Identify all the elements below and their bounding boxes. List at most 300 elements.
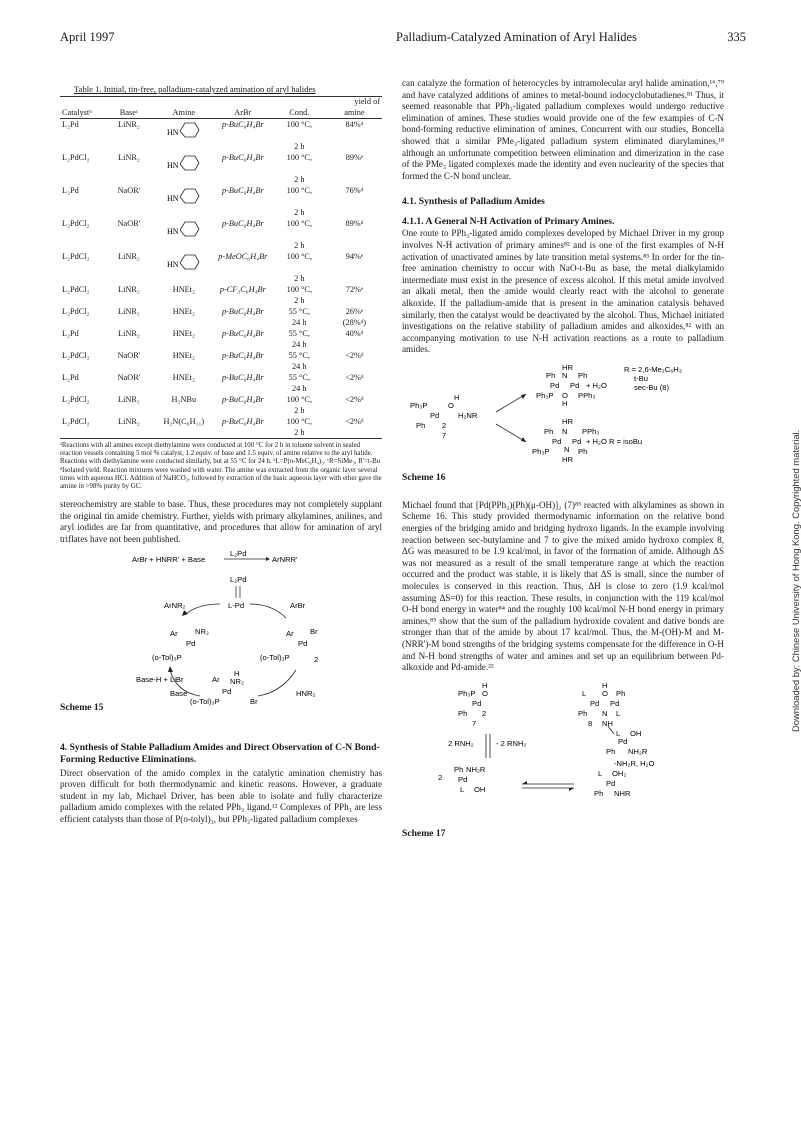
empty-cell	[60, 317, 104, 328]
empty-cell	[104, 317, 154, 328]
table-caption: Table 1. Initial, tin-free, palladium-catalyzed amination of aryl halides	[74, 84, 316, 94]
scheme-16-label: Scheme 16	[402, 471, 446, 483]
s16-num2: 2	[442, 420, 447, 430]
s17-ph-b: Ph	[616, 688, 626, 698]
yield-cell: <2%ᵈ	[345, 351, 364, 360]
amine-cell: H₂NBu	[171, 395, 197, 404]
section-41-heading: 4.1. Synthesis of Palladium Amides	[402, 196, 545, 208]
catalyst-cell: L₂PdCl₂	[62, 307, 90, 316]
condition-cell: 100 °C,	[286, 120, 313, 129]
s15-c2-p: (o-Tol)₃P	[260, 652, 290, 662]
table-row	[60, 416, 382, 427]
section-41-paragraph: One route to PPh₃-ligated amido complexes developed by Michael Driver in my group involves N-H activation of primary amines⁸² and is one of the first examples of N-H activation of unactivated amines by late transition metal systems.⁸³ In order for the tin-free amination chemistry to occur with NaO-t-Bu as base, the metal dialkylamido intermediate must exist in the presence of excess alcohol. If this metal amide involved an alkali metal, then the amide would clearly react with the alcohol to generate alkoxide. If the palladium-amide that is present in the amination catalysis behaved similarly, then the catalyst would be deactivated by the alcohol. Thus, Michael initiated investigations on the relative stability of palladium amides and alkoxides,⁸² with an accompanying motivation to use N-H activation reactions as a route to palladium amides.	[402, 228, 724, 355]
right-paragraph-2: Michael found that [Pd(PPh₃)(Ph)(μ-OH)]₂ (7)⁸³ reacted with alkylamines as shown in Scheme 16. This study provided thermodynamic information on the relative bond energies of the bridging amido and bridging hydroxo ligands. In the example involving reaction between sec-butylamine and 7 to give the mixed amido hydroxo complex 8, ΔG was measured to be 1.9 kcal/mol, in favor of the formation of amide. Although ΔS was not measured as a result of the small temperature range at which the reaction occurred and the product was stable, it is likely that ΔS is small, since the number of molecules is conserved in this reaction. Thus, ΔH is close to zero (1.9 kcal/mol assuming ΔS=0) for this reaction. These results, in conjunction with the 119 kcal/mol O-H bond energy in water⁸⁴ and the roughly 100 kcal/mol N-H bond energy in primary amines,⁸⁵ show that the sum of the palladium hydroxide covalent and dative bonds are stronger than that of the amide by about 17 kcal/mol. Thus, the M-(OH)-M and M-(NRR')-M bond strengths of the bridging systems compensate for the difference in O-H and N-H bond strengths of water and amines and set up an equilibrium between Pd-alkoxide and Pd-amide.²²	[402, 499, 724, 673]
empty-cell	[60, 273, 104, 284]
s15-c2-pd: Pd	[298, 638, 308, 648]
condition-cell: 100 °C,	[286, 395, 313, 404]
s17-l-b: L	[616, 708, 621, 718]
table-row	[60, 394, 382, 405]
s15-c1-pd: Pd	[186, 638, 196, 648]
time-cell: 24 h	[292, 384, 307, 393]
time-cell: 2 h	[294, 142, 305, 151]
catalyst-cell: L₂PdCl₂	[62, 219, 90, 228]
catalyst-cell: L₂PdCl₂	[62, 285, 90, 294]
table-row	[60, 185, 382, 207]
s16-o-7: O	[448, 400, 454, 410]
empty-cell	[214, 383, 272, 394]
left-column	[60, 84, 382, 826]
s16-h2nr: H₂NR	[458, 410, 478, 420]
yield-cell: 72%ᵉ	[345, 285, 364, 294]
s16-hr-c: HR	[562, 454, 573, 464]
amine-cell	[154, 218, 214, 240]
arbr-cell: p-BuC₆H₄Br	[221, 373, 264, 382]
yield-alt-cell	[327, 273, 382, 284]
s16-isobu: + H₂O R = isoBu	[586, 436, 643, 446]
catalyst-cell: L₂Pd	[62, 373, 79, 382]
s17-l-e: L	[598, 768, 603, 778]
s15-arnr2: ArNR₂	[164, 600, 186, 610]
s16-pd-d: Pd	[572, 436, 582, 446]
page-number: 335	[727, 30, 746, 44]
empty-cell	[214, 141, 272, 152]
s16-pph3-a: PPh₃	[578, 390, 596, 400]
time-cell: 2 h	[272, 427, 327, 439]
empty-cell	[104, 240, 154, 251]
empty-cell	[104, 427, 154, 439]
table-row-sub	[60, 240, 382, 251]
scheme-15-label: Scheme 15	[60, 701, 104, 713]
s16-pd-a: Pd	[550, 380, 560, 390]
table-row	[60, 350, 382, 361]
empty-cell	[154, 240, 214, 251]
piperidine-ring	[167, 119, 201, 141]
amine-cell: HNEt₂	[172, 351, 195, 360]
s17-l-d: L	[460, 784, 465, 794]
empty-cell	[60, 240, 104, 251]
piperidine-hn: HN	[166, 260, 179, 269]
s16-pd-7: Pd	[430, 410, 440, 420]
empty-cell	[154, 339, 214, 350]
table-row-sub	[60, 361, 382, 372]
condition-cell: 55 °C,	[288, 351, 310, 360]
s17-nh2r-b: NH₂R	[466, 764, 486, 774]
table-row	[60, 372, 382, 383]
download-watermark	[778, 372, 801, 732]
yield-alt-cell	[327, 427, 382, 439]
arbr-cell: p-BuC₆H₄Br	[221, 219, 264, 228]
empty-cell	[154, 427, 214, 439]
yield-alt-cell	[327, 207, 382, 218]
s15-eq-cat: L₂Pd	[230, 548, 247, 558]
scheme-16-diagram	[402, 360, 724, 480]
s16-ph3p-7: Ph₃P	[410, 400, 428, 410]
s17-num7: 7	[472, 718, 477, 728]
table-row-sub	[60, 207, 382, 218]
time-cell: 24 h	[292, 362, 307, 371]
yield-cell: 89%ᵉ	[345, 153, 364, 162]
s15-c3-ar: Ar	[212, 674, 220, 684]
s15-arbr: ArBr	[290, 600, 306, 610]
s17-ph-c: Ph	[578, 708, 588, 718]
yield-cell: <2%ᵈ	[345, 417, 364, 426]
s15-base: Base	[170, 688, 188, 698]
column-header: Amine	[154, 107, 214, 119]
s16-pd-b: Pd	[570, 380, 580, 390]
base-cell: NaOR'	[117, 373, 141, 382]
piperidine-hn: HN	[166, 227, 179, 236]
right-column	[402, 78, 724, 858]
amination-table	[60, 96, 382, 439]
table-row	[60, 306, 382, 317]
s16-ph-7: Ph	[416, 420, 426, 430]
s16-pd-c: Pd	[552, 436, 562, 446]
table-row-sub	[60, 339, 382, 350]
yield-cell: 84%ᵈ	[345, 120, 364, 129]
empty-cell	[154, 383, 214, 394]
empty-cell	[104, 383, 154, 394]
column-header: Catalystᵇ	[60, 107, 104, 119]
s16-water-a: + H₂O	[586, 380, 607, 390]
empty-cell	[104, 174, 154, 185]
left-paragraph: stereochemistry are stable to base. Thus, these procedures may not completely supplant the original tin amide chemistry. Further, yields with primary alkylamines, anilines, and aryl iodides are far from quantitative, and procedures that allow for amination of aryl triflates have not been published.	[60, 499, 382, 544]
s16-ph-c: Ph	[544, 426, 554, 436]
yield-alt-cell	[327, 141, 382, 152]
time-cell: 2 h	[294, 296, 305, 305]
s17-pd-d: Pd	[618, 736, 628, 746]
amine-cell	[154, 119, 214, 142]
amine-cell	[154, 185, 214, 207]
s17-num8: 8	[588, 718, 593, 728]
arbr-cell: p-BuC₆H₄Br	[221, 351, 264, 360]
s15-eq-right: ArNRR'	[272, 554, 298, 564]
arbr-cell: p-BuC₆H₄Br	[221, 307, 264, 316]
base-cell: LiNR₂	[118, 120, 140, 129]
s16-n-a: N	[562, 370, 568, 380]
condition-cell: 100 °C,	[286, 285, 313, 294]
s17-ph3p: Ph₃P	[458, 688, 476, 698]
s16-ph-a: Ph	[546, 370, 556, 380]
s17-num2: 2	[482, 708, 487, 718]
section-4-heading: 4. Synthesis of Stable Palladium Amides and Direct Observation of C-N Bond-Forming Reductive Eliminations.	[60, 741, 380, 765]
catalyst-cell: L₂PdCl₂	[62, 153, 90, 162]
yield-alt-cell	[327, 405, 382, 416]
yield-header-top: yield of	[327, 97, 382, 108]
s17-o-b: O	[602, 688, 608, 698]
table-row-sub	[60, 383, 382, 394]
table-row-sub	[60, 295, 382, 306]
s17-minus-h2o: -NH₂R, H₂O	[614, 758, 655, 768]
empty-cell	[154, 405, 214, 416]
section-4-paragraph: Direct observation of the amido complex in the catalytic amination chemistry has proven difficult for both thermodynamic and kinetic reasons. However, a graduate student in my lab, Michael Driver, has been able to isolate and fully characterize palladium amido complexes with the related PPh₃ ligand.¹² Complexes of PPh₃ are less efficient catalysts than those of P(o-tolyl)₃, but PPh₃-ligated palladium complexes	[60, 767, 382, 824]
s16-num7: 7	[442, 430, 447, 440]
s17-coef2: 2	[438, 772, 443, 782]
catalyst-cell: L₂PdCl₂	[62, 252, 90, 261]
s16-ph3p-a: Ph₃P	[536, 390, 554, 400]
header-title: Palladium-Catalyzed Amination of Aryl Halides	[396, 30, 637, 44]
arbr-cell: p-BuC₆H₄Br	[221, 186, 264, 195]
s15-hnr2: HNR₂	[296, 688, 316, 698]
s17-ph-a: Ph	[458, 708, 468, 718]
arbr-cell: p-BuC₆H₄Br	[221, 417, 264, 426]
arbr-cell: p-BuC₆H₄Br	[221, 153, 264, 162]
empty-cell	[60, 295, 104, 306]
condition-cell: 55 °C,	[288, 329, 310, 338]
time-cell: 2 h	[294, 175, 305, 184]
empty-cell	[214, 427, 272, 439]
empty-cell	[60, 361, 104, 372]
s17-pd-a: Pd	[472, 698, 482, 708]
yield-cell: <2%ᵈ	[345, 395, 364, 404]
piperidine-hn: HN	[166, 194, 179, 203]
time-cell: 2 h	[294, 406, 305, 415]
base-cell: NaOR'	[117, 186, 141, 195]
empty-cell	[104, 361, 154, 372]
scheme-17-diagram	[402, 678, 724, 848]
s16-r-def: R = 2,6-Me₂C₆H₃	[624, 364, 682, 374]
empty-cell	[154, 273, 214, 284]
column-header: amine	[327, 107, 382, 119]
table-row-sub	[60, 427, 382, 439]
yield-cell: <2%ᵈ	[345, 373, 364, 382]
empty-cell	[154, 295, 214, 306]
piperidine-ring	[167, 251, 201, 273]
empty-cell	[214, 361, 272, 372]
s17-l-c: L	[616, 728, 621, 738]
empty-cell	[60, 339, 104, 350]
arbr-cell: p-MeOC₆H₄Br	[218, 252, 268, 261]
arbr-cell: p-BuC₆H₄Br	[221, 395, 264, 404]
s16-r-sec: sec-Bu (8)	[634, 382, 670, 392]
catalyst-cell: L₂Pd	[62, 186, 79, 195]
s17-nh: NH	[602, 718, 613, 728]
time-cell: 24 h	[292, 340, 307, 349]
scheme-17-figure	[402, 678, 724, 858]
amine-cell: H₂N(C₆H₁₁)	[163, 417, 205, 426]
s15-c3-p: (o-Tol)₃P	[190, 696, 220, 706]
empty-cell	[104, 339, 154, 350]
scheme-15-diagram	[60, 548, 382, 720]
scheme-16-figure	[402, 360, 724, 494]
empty-cell	[104, 273, 154, 284]
s15-c1-p: (o-Tol)₃P	[152, 652, 182, 662]
table-row-sub	[60, 141, 382, 152]
s15-c2-br: Br	[310, 626, 318, 636]
empty-cell	[154, 207, 214, 218]
base-cell: LiNR₂	[118, 417, 140, 426]
catalyst-cell: L₂PdCl₂	[62, 351, 90, 360]
table-row-sub	[60, 174, 382, 185]
condition-cell: 100 °C,	[286, 252, 313, 261]
s17-n: N	[602, 708, 608, 718]
arbr-cell: p-CF₃C₆H₄Br	[219, 285, 266, 294]
s15-c3-br: Br	[250, 696, 258, 706]
column-header: Cond.	[272, 107, 327, 119]
time-cell: 2 h	[294, 208, 305, 217]
s17-pd-c: Pd	[610, 698, 620, 708]
empty-cell	[214, 339, 272, 350]
empty-cell	[60, 174, 104, 185]
arbr-cell: p-BuC₆H₄Br	[221, 120, 264, 129]
yield-cell: 40%ᵈ	[345, 329, 364, 338]
s17-ph-f: Ph	[594, 788, 604, 798]
header-date: April 1997	[60, 30, 115, 44]
scheme-17-label: Scheme 17	[402, 827, 446, 839]
table-row	[60, 119, 382, 142]
arbr-cell: p-BuC₆H₄Br	[221, 329, 264, 338]
table-row-sub	[60, 317, 382, 328]
yield-cell: 26%ᵉ	[345, 307, 364, 316]
yield-cell: 89%ᵈ	[345, 219, 364, 228]
time-cell: 24 h	[292, 318, 307, 327]
yield-alt-cell: (28%ᵈ)	[342, 318, 367, 327]
s16-hr-bottom: HR	[562, 416, 573, 426]
empty-cell	[154, 174, 214, 185]
s16-ph-d: Ph	[578, 446, 588, 456]
s16-h-7: H	[454, 392, 460, 402]
s15-c2-ar: Ar	[286, 628, 294, 638]
catalyst-cell: L₂PdCl₂	[62, 395, 90, 404]
yield-alt-cell	[327, 361, 382, 372]
download-watermark-text: Downloaded by: Chinese University of Hong Kong. Copyrighted material.	[790, 429, 801, 732]
catalyst-cell: L₂Pd	[62, 329, 79, 338]
empty-cell	[214, 240, 272, 251]
table-row	[60, 152, 382, 174]
time-cell: 2 h	[294, 274, 305, 283]
column-header: ArBr	[214, 107, 272, 119]
s17-plus-rnh2: 2 RNH₂	[448, 738, 474, 748]
section-411-heading: 4.1.1. A General N-H Activation of Primary Amines.	[402, 216, 615, 228]
s17-ph-d: Ph	[606, 746, 616, 756]
yield-alt-cell	[327, 295, 382, 306]
s17-pd-f: Pd	[606, 778, 616, 788]
condition-cell: 100 °C,	[286, 417, 313, 426]
empty-cell	[104, 207, 154, 218]
s17-h-b: H	[602, 680, 608, 690]
amine-cell: HNEt₂	[172, 307, 195, 316]
empty-cell	[214, 295, 272, 306]
s16-ph-b: Ph	[578, 370, 588, 380]
table-row	[60, 251, 382, 273]
yield-alt-cell	[327, 240, 382, 251]
piperidine-ring	[167, 152, 201, 174]
empty-cell	[60, 405, 104, 416]
s17-minus-rnh2: - 2 RNH₂	[496, 738, 527, 748]
base-cell: NaOR'	[117, 219, 141, 228]
s16-r-tbu: t-Bu	[634, 373, 648, 383]
condition-cell: 100 °C,	[286, 219, 313, 228]
s16-hr-top: HR	[562, 362, 573, 372]
piperidine-ring	[167, 218, 201, 240]
empty-cell	[60, 141, 104, 152]
condition-cell: 100 °C,	[286, 186, 313, 195]
amine-cell: HNEt₂	[172, 373, 195, 382]
base-cell: LiNR₂	[118, 329, 140, 338]
s15-c1-ar: Ar	[170, 628, 178, 638]
amine-cell: HNEt₂	[172, 329, 195, 338]
s16-ph3p-b: Ph₃P	[532, 446, 550, 456]
piperidine-ring	[167, 185, 201, 207]
empty-cell	[214, 405, 272, 416]
s17-oh-b: OH	[474, 784, 486, 794]
catalyst-cell: L₂Pd	[62, 120, 79, 129]
s15-c2-num: 2	[314, 654, 319, 664]
table-row-sub	[60, 273, 382, 284]
catalyst-cell: L₂PdCl₂	[62, 417, 90, 426]
s17-pd-b: Pd	[590, 698, 600, 708]
empty-cell	[104, 141, 154, 152]
s17-h-a: H	[482, 680, 488, 690]
piperidine-hn: HN	[166, 161, 179, 170]
s17-oh2: OH₂	[612, 768, 627, 778]
empty-cell	[214, 207, 272, 218]
condition-cell: 55 °C,	[288, 307, 310, 316]
s15-eq-left: ArBr + HNRR' + Base	[132, 554, 206, 564]
s16-n-d: N	[564, 444, 570, 454]
s17-o-a: O	[482, 688, 488, 698]
s15-lpd: L-Pd	[228, 600, 245, 610]
yield-alt-cell	[327, 174, 382, 185]
empty-cell	[214, 273, 272, 284]
empty-cell	[154, 361, 214, 372]
amine-cell	[154, 152, 214, 174]
s16-o-a: O	[562, 390, 568, 400]
base-cell: NaOR'	[117, 351, 141, 360]
s16-n-c: N	[562, 426, 568, 436]
time-cell: 2 h	[294, 241, 305, 250]
amine-cell	[154, 251, 214, 273]
empty-cell	[154, 317, 214, 328]
s15-c3-pd: Pd	[222, 686, 232, 696]
table-row	[60, 284, 382, 295]
s17-nh2r-a: NH₂R	[628, 746, 648, 756]
column-header: Baseᶜ	[104, 107, 154, 119]
empty-cell	[104, 405, 154, 416]
table-footnote: ᵃReactions with all amines except diethylamine were conducted at 100 °C for 2 h in toluene solvent in sealed reaction vessels containing 5 mol % catalyst, 1.2 equiv. of base and 1.5 equiv. of amine relative to the aryl halide. Reactions with diethylamine were conducted similarly, but at 55 °C for 24 h. ᵇL=P(o-MeC₆H₄)₃. ᶜR=SiMe₃, R'=t-Bu ᵈIsolated yield. Reaction mixtures were washed with water. The amine was extracted from the organic layer several times with aqueous HCl. Addition of NaHCO₃, followed by extraction of the basic aqueous layer with ether gave the amine in >98% purity by GC.	[60, 442, 382, 491]
s17-oh-a: OH	[630, 728, 642, 738]
s17-nhr: NHR	[614, 788, 631, 798]
right-paragraph-1: can catalyze the formation of heterocycles by intramolecular aryl halide amination,¹⁶,⁷⁹ and have catalyzed additions of amines to metal-bound iodocyclobutadienes.⁸¹ Thus, it seemed reasonable that PPh₃-ligated palladium complexes would undergo reductive elimination of amines. These studies would provide one of the few examples of C-N bond-forming reductive elimination of amines. Concurrent with our studies, Boncella showed that a similar PMe₃-ligated palladium system eliminated diarylamines,¹⁸ although an unfortunate competition between elimination and dimerization in the case of the PMe₃ ligated complexes made the identity and even nuclearity of the species that formed the C-N bond unclear.	[402, 78, 724, 181]
yield-cell: 76%ᵈ	[345, 186, 364, 195]
running-header	[60, 30, 746, 50]
piperidine-hn: HN	[166, 128, 179, 137]
s17-ph-e: Ph	[454, 764, 464, 774]
yield-alt-cell	[327, 383, 382, 394]
yield-alt-cell	[327, 339, 382, 350]
s15-c1-nr2: NR₂	[195, 626, 209, 636]
scheme-15-figure	[60, 548, 382, 720]
s17-l-a: L	[582, 688, 587, 698]
empty-cell	[214, 174, 272, 185]
condition-cell: 55 °C,	[288, 373, 310, 382]
s16-pph3-c: PPh₃	[582, 426, 600, 436]
base-cell: LiNR₂	[118, 307, 140, 316]
empty-cell	[60, 427, 104, 439]
s17-pd-e: Pd	[458, 774, 468, 784]
s16-h-a: H	[562, 398, 568, 408]
s15-c3-nr2: NR₂	[230, 676, 244, 686]
empty-cell	[60, 383, 104, 394]
base-cell: LiNR₂	[118, 285, 140, 294]
s15-base-h: Base-H + LiBr	[136, 674, 184, 684]
base-cell: LiNR₂	[118, 153, 140, 162]
amine-cell: HNEt₂	[172, 285, 195, 294]
empty-cell	[154, 141, 214, 152]
s15-l2pd: L₂Pd	[230, 574, 247, 584]
s15-c3-h: H	[234, 668, 240, 678]
empty-cell	[104, 295, 154, 306]
table-row	[60, 218, 382, 240]
